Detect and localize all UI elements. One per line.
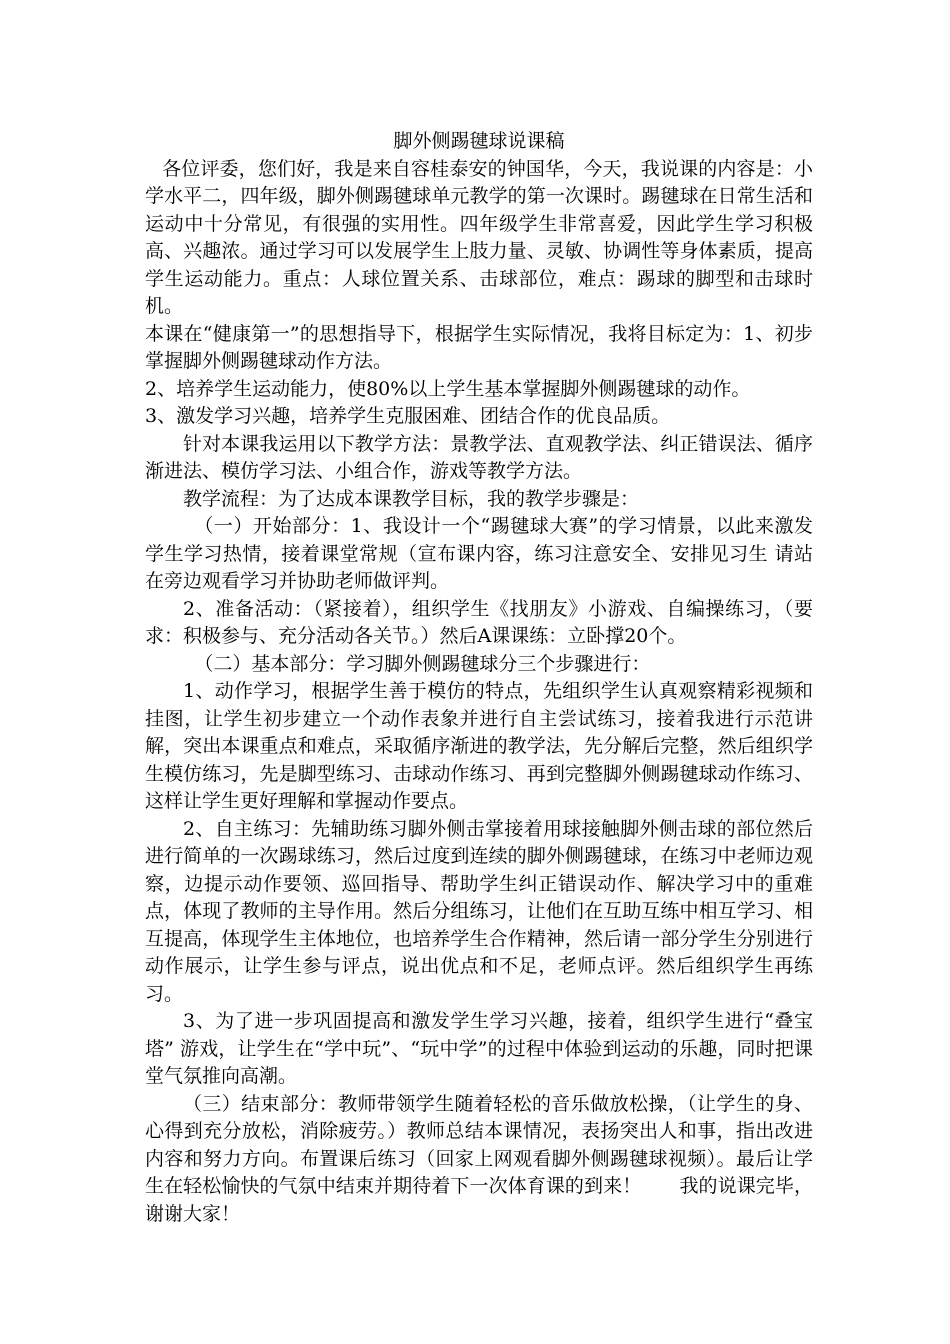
paragraph-goal-2: 2、培养学生运动能力，使80%以上学生基本掌握脚外侧踢毽球的动作。 [145, 377, 751, 400]
paragraph-part-3: （三）结束部分：教师带领学生随着轻松的音乐做放松操，（让学生的身、心得到充分放松，消除疲劳。）教师总结本课情况，表扬突出人和事，指出改进内容和努力方向。布置课后练习（回家上网观看脚外侧踢毽球视频）。最后让学生在轻松愉快的气氛中结束并期待着下一次体育课的到来！ 我的说课完毕，谢谢大家！ [145, 1092, 813, 1225]
paragraph-part-1: （一）开始部分：1、我设计一个“踢毽球大赛”的学习情景，以此来激发学生学习热情，接着课堂常规（宣布课内容，练习注意安全、安排见习生 请站在旁边观看学习并协助老师做评判。 [145, 515, 813, 592]
paragraph-part-2: （二）基本部分：学习脚外侧踢毽球分三个步骤进行： [194, 652, 651, 675]
paragraph-process: 教学流程：为了达成本课教学目标，我的教学步骤是： [183, 487, 640, 510]
paragraph-warmup: 2、准备活动：（紧接着），组织学生《找朋友》小游戏、自编操练习，（要求：积极参与、充分活动各关节。）然后A课课练：立卧撑20个。 [145, 597, 813, 647]
paragraph-intro: 各位评委，您们好，我是来自容桂泰安的钟国华，今天，我说课的内容是：小学水平二，四年级，脚外侧踢毽球单元教学的第一次课时。踢毽球在日常生活和运动中十分常见，有很强的实用性。四年级学生非常喜爱，因此学生学习积极高、兴趣浓。通过学习可以发展学生上肢力量、灵敏、协调性等身体素质，提高学生运动能力。重点：人球位置关系、击球部位，难点：踢球的脚型和击球时机。 [145, 157, 813, 317]
paragraph-step-1: 1、动作学习，根据学生善于模仿的特点，先组织学生认真观察精彩视频和挂图，让学生初步建立一个动作表象并进行自主尝试练习，接着我进行示范讲解，突出本课重点和难点，采取循序渐进的教学法，先分解后完整，然后组织学生模仿练习，先是脚型练习、击球动作练习、再到完整脚外侧踢毽球动作练习、这样让学生更好理解和掌握动作要点。 [145, 680, 813, 812]
paragraph-goal-3: 3、激发学习兴趣，培养学生克服困难、团结合作的优良品质。 [145, 405, 671, 427]
document-title: 脚外侧踢毽球说课稿 [393, 130, 565, 152]
paragraph-goals: 本课在“健康第一”的思想指导下，根据学生实际情况，我将目标定为：1、初步掌握脚外侧踢毽球动作方法。 [145, 322, 813, 372]
paragraph-step-2: 2、自主练习：先辅助练习脚外侧击掌接着用球接触脚外侧击球的部位然后进行简单的一次踢球练习，然后过度到连续的脚外侧踢毽球，在练习中老师边观察，边提示动作要领、巡回指导、帮助学生纠正错误动作、解决学习中的重难点，体现了教师的主导作用。然后分组练习，让他们在互助互练中相互学习、相互提高，体现学生主体地位，也培养学生合作精神，然后请一部分学生分别进行动作展示，让学生参与评点，说出优点和不足，老师点评。然后组织学生再练习。 [145, 817, 813, 1005]
paragraph-step-3: 3、为了进一步巩固提高和激发学生学习兴趣，接着，组织学生进行“叠宝塔” 游戏，让学生在“学中玩”、“玩中学”的过程中体验到运动的乐趣，同时把课堂气氛推向高潮。 [145, 1010, 813, 1087]
paragraph-methods: 针对本课我运用以下教学方法：景教学法、直观教学法、纠正错误法、循序渐进法、模仿学习法、小组合作，游戏等教学方法。 [145, 432, 813, 482]
document-page [145, 128, 813, 1228]
